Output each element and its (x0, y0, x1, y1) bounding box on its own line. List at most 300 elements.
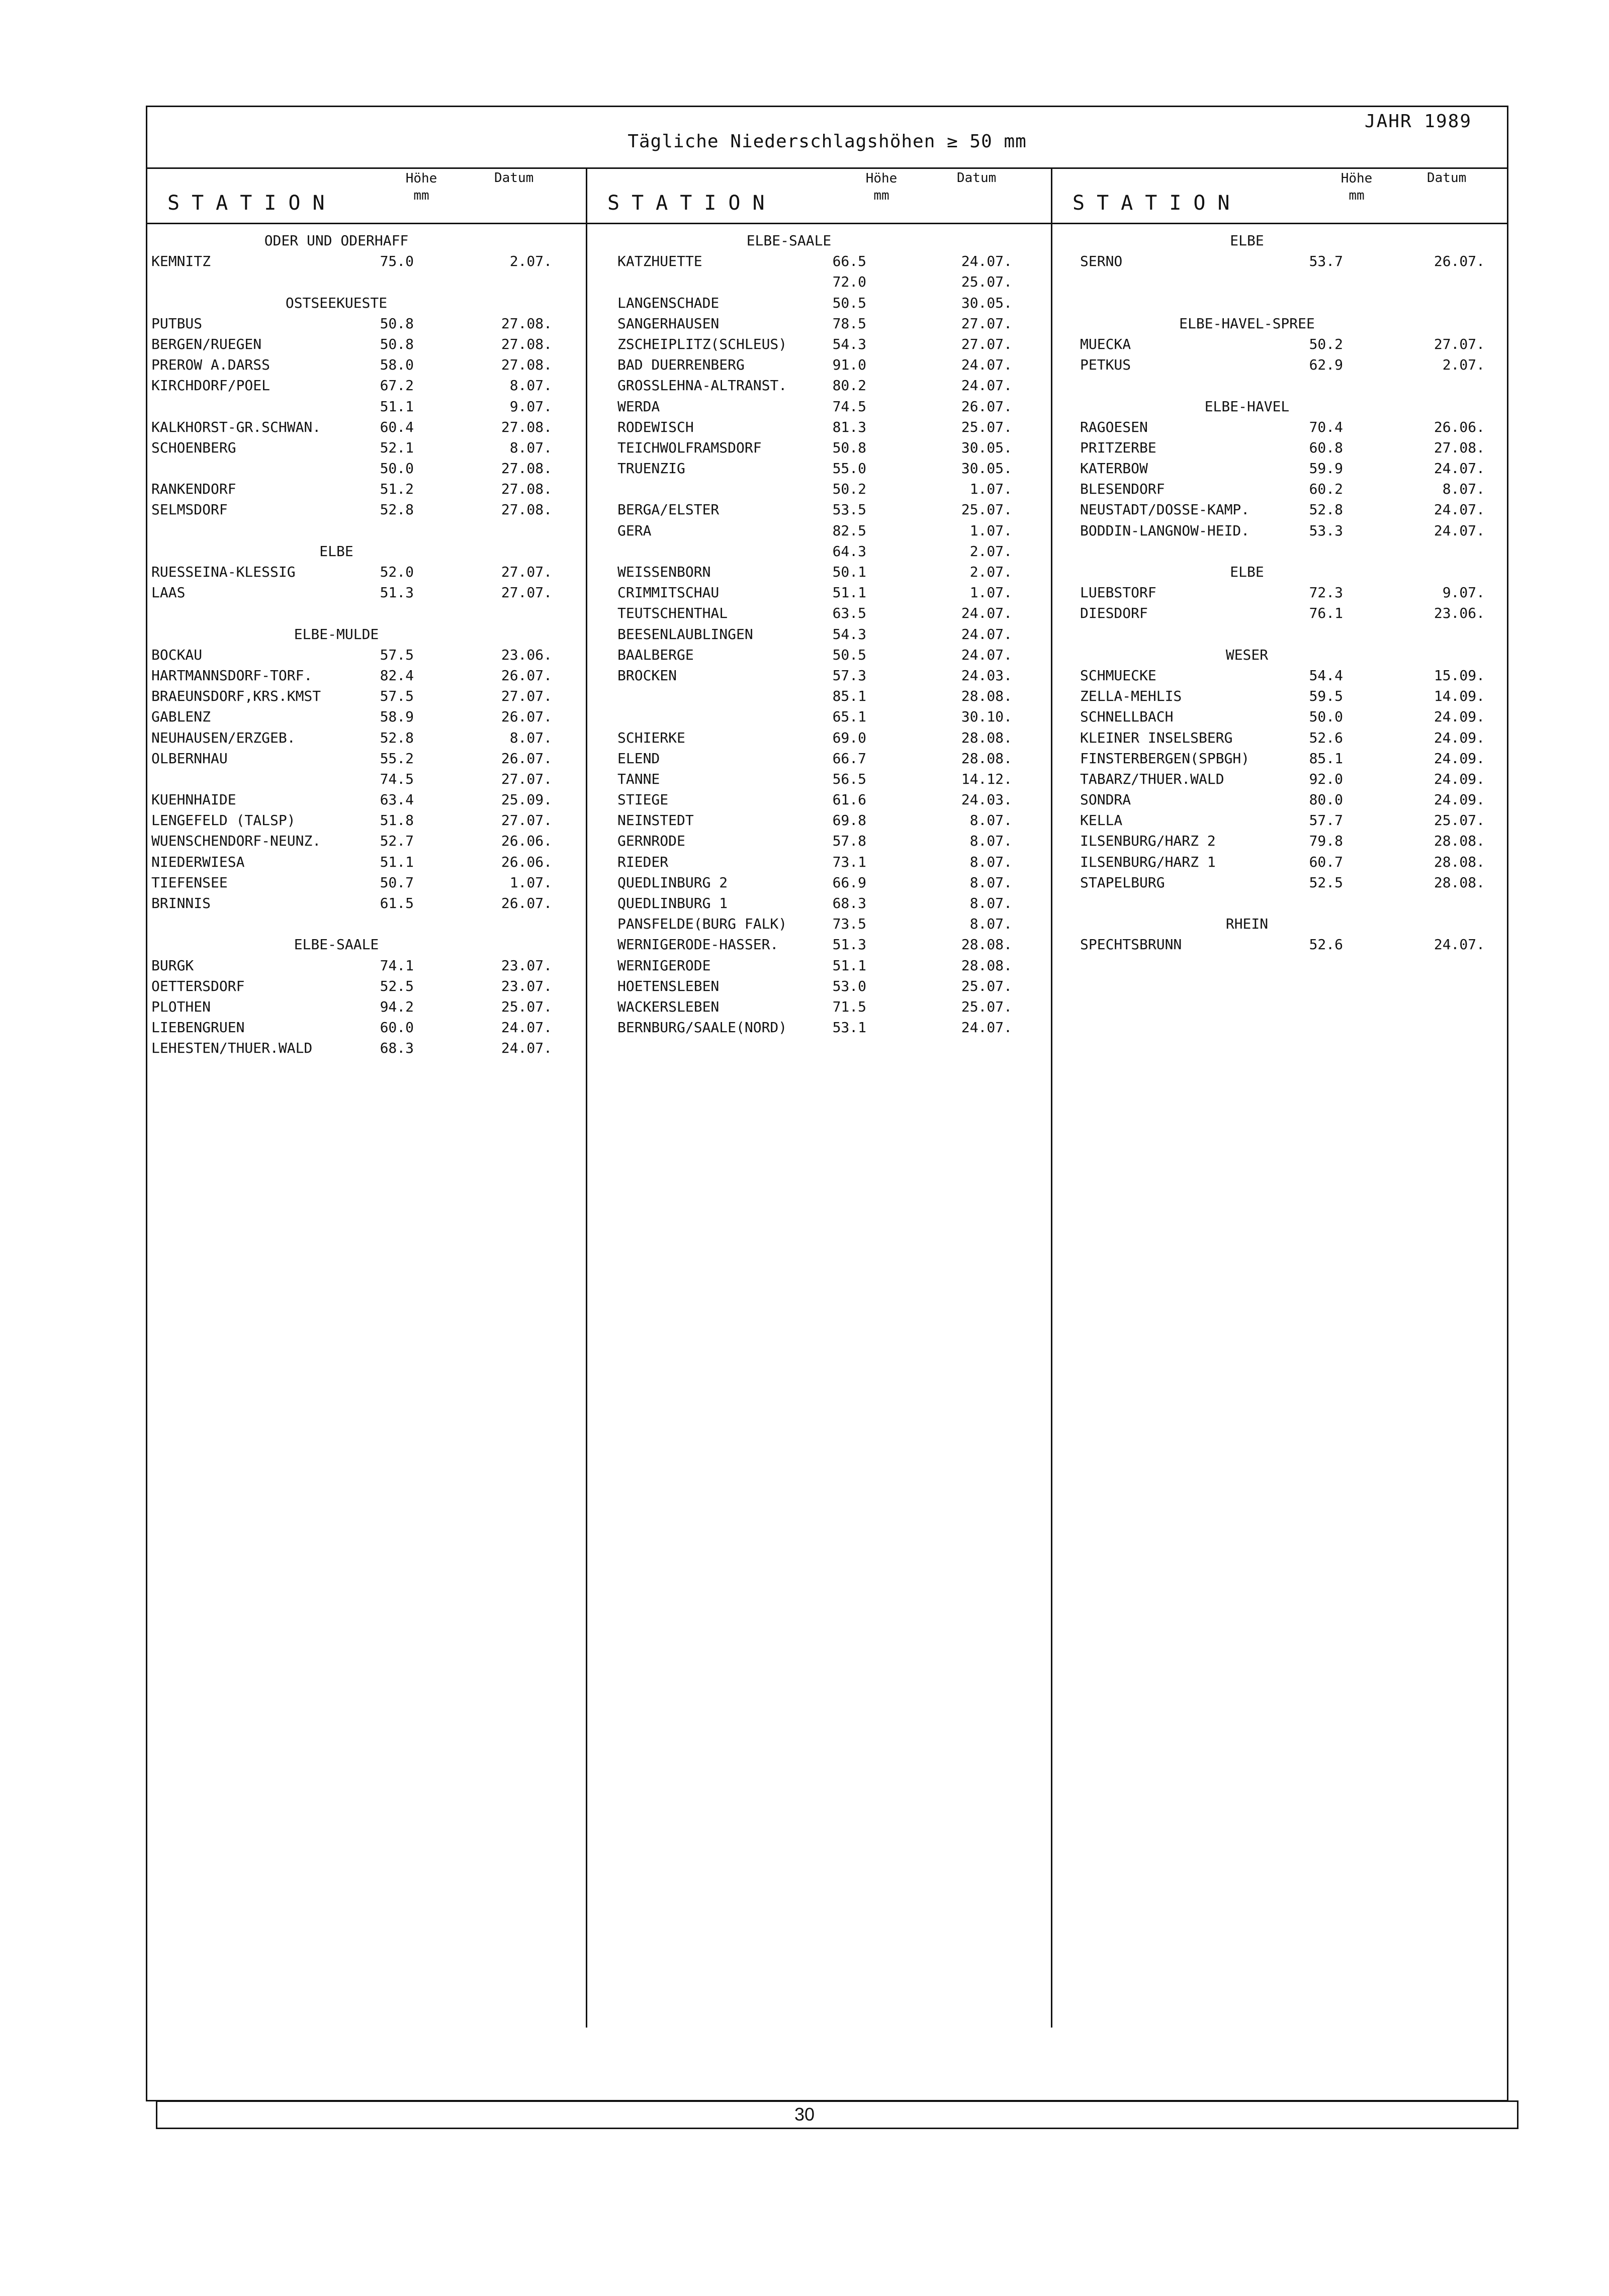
precip-date: 27.07. (501, 564, 552, 580)
hoehe-header: Höhe mm (1340, 171, 1373, 203)
precip-value: 52.8 (1309, 501, 1343, 518)
station-name: PUTBUS (151, 315, 203, 332)
table-row (147, 313, 586, 334)
precip-value: 53.5 (832, 501, 866, 518)
table-row (587, 458, 1051, 479)
station-name: BAALBERGE (617, 646, 694, 663)
station-name: ILSENBURG/HARZ 2 (1080, 833, 1216, 850)
precip-date: 28.08. (961, 750, 1012, 767)
hoehe-header: Höhe mm (865, 171, 898, 203)
precip-date: 2.07. (1442, 356, 1485, 374)
precip-date: 14.12. (961, 770, 1012, 787)
precip-date: 26.06. (501, 853, 552, 870)
table-row (147, 665, 586, 686)
region-label: ELBE (1230, 564, 1264, 580)
precip-value: 51.3 (380, 584, 414, 601)
station-name: LUEBSTORF (1080, 584, 1156, 601)
table-row (147, 810, 586, 831)
station-name: RANKENDORF (151, 481, 236, 498)
precip-date: 25.07. (961, 418, 1012, 435)
precip-date: 24.09. (1434, 750, 1485, 767)
precip-date: 28.08. (961, 688, 1012, 705)
spacer-row (1052, 375, 1507, 396)
precip-value: 74.1 (380, 957, 414, 974)
table-row (1052, 437, 1507, 458)
precip-date: 8.07. (969, 833, 1012, 850)
precip-date: 27.07. (961, 335, 1012, 352)
table-row (147, 562, 586, 582)
spacer-row (147, 271, 586, 292)
station-name: HOETENSLEBEN (617, 977, 720, 994)
precip-value: 58.0 (380, 356, 414, 374)
table-row (587, 541, 1051, 562)
table-row (1052, 499, 1507, 520)
precip-date: 28.08. (961, 729, 1012, 746)
station-name: QUEDLINBURG 2 (617, 874, 728, 891)
station-name: PREROW A.DARSS (151, 356, 271, 374)
region-label: ODER UND ODERHAFF (264, 232, 409, 249)
precip-value: 54.3 (832, 335, 866, 352)
region-row (1052, 396, 1507, 417)
table-row (587, 852, 1051, 872)
precip-value: 71.5 (832, 998, 866, 1015)
precip-date: 8.07. (1442, 481, 1485, 498)
station-name: NEUSTADT/DOSSE-KAMP. (1080, 501, 1250, 518)
precip-value: 78.5 (832, 315, 866, 332)
table-row (147, 417, 586, 437)
column-header (587, 167, 1051, 224)
table-row (1052, 706, 1507, 727)
precip-date: 24.09. (1434, 708, 1485, 725)
precip-value: 82.4 (380, 667, 414, 684)
region-row (1052, 562, 1507, 582)
precip-value: 52.5 (1309, 874, 1343, 891)
table-row (587, 686, 1051, 706)
table-row (147, 706, 586, 727)
table-row (587, 996, 1051, 1017)
spacer-row (147, 603, 586, 623)
table-row (587, 893, 1051, 913)
precip-value: 51.8 (380, 812, 414, 829)
table-row (587, 645, 1051, 665)
precip-date: 26.06. (501, 833, 552, 850)
table-row (147, 976, 586, 996)
station-name: KLEINER INSELSBERG (1080, 729, 1233, 746)
precip-value: 57.5 (380, 646, 414, 663)
precip-date: 28.08. (1434, 833, 1485, 850)
table-row (1052, 479, 1507, 499)
station-name: BERGA/ELSTER (617, 501, 720, 518)
precip-value: 73.5 (832, 915, 866, 933)
station-column-2 (587, 167, 1052, 2028)
year-label: JAHR 1989 (1364, 111, 1472, 132)
precip-value: 60.0 (380, 1019, 414, 1036)
precip-value: 51.2 (380, 481, 414, 498)
precip-date: 24.03. (961, 791, 1012, 808)
precip-date: 28.08. (961, 957, 1012, 974)
table-row (587, 396, 1051, 417)
precip-date: 30.05. (961, 460, 1012, 477)
table-row (1052, 748, 1507, 769)
table-row (147, 1038, 586, 1058)
precip-date: 1.07. (969, 584, 1012, 601)
station-name: BEESENLAUBLINGEN (617, 625, 753, 642)
precip-date: 25.07. (501, 998, 552, 1015)
precip-value: 63.4 (380, 791, 414, 808)
precip-value: 59.9 (1309, 460, 1343, 477)
table-row (147, 582, 586, 603)
precip-date: 9.07. (1442, 584, 1485, 601)
station-name: TIEFENSEE (151, 874, 228, 891)
region-row (147, 934, 586, 955)
station-name: GROSSLEHNA-ALTRANST. (617, 377, 787, 394)
region-label: OSTSEEKUESTE (285, 294, 388, 311)
precip-date: 27.07. (501, 770, 552, 787)
precip-date: 27.08. (501, 460, 552, 477)
precip-date: 26.07. (1434, 253, 1485, 270)
precip-date: 30.05. (961, 294, 1012, 311)
station-name: WERNIGERODE-HASSER. (617, 936, 779, 953)
table-row (587, 1017, 1051, 1038)
station-name: BLESENDORF (1080, 481, 1165, 498)
region-row (147, 230, 586, 251)
station-name: LAAS (151, 584, 186, 601)
precip-date: 9.07. (509, 398, 552, 415)
table-row (587, 810, 1051, 831)
precip-date: 25.07. (1434, 812, 1485, 829)
station-name: WUENSCHENDORF-NEUNZ. (151, 833, 321, 850)
region-label: ELBE-SAALE (746, 232, 832, 249)
station-name: TEICHWOLFRAMSDORF (617, 439, 762, 456)
hoehe-header: Höhe mm (405, 171, 437, 203)
spacer-row (147, 520, 586, 541)
spacer-row (1052, 893, 1507, 913)
table-row (1052, 251, 1507, 271)
precip-value: 62.9 (1309, 356, 1343, 374)
table-row (147, 251, 586, 271)
table-row (587, 603, 1051, 623)
datum-header: Datum (957, 170, 997, 186)
station-name: BERNBURG/SAALE(NORD) (617, 1019, 787, 1036)
station-name: SCHNELLBACH (1080, 708, 1174, 725)
precip-value: 79.8 (1309, 833, 1343, 850)
precip-date: 2.07. (509, 253, 552, 270)
station-name: SCHIERKE (617, 729, 685, 746)
datum-header: Datum (1427, 170, 1467, 186)
precip-value: 57.8 (832, 833, 866, 850)
region-label: ELBE (1230, 232, 1264, 249)
precip-date: 8.07. (509, 377, 552, 394)
precip-value: 50.0 (380, 460, 414, 477)
precip-date: 28.08. (1434, 853, 1485, 870)
precip-value: 91.0 (832, 356, 866, 374)
precip-value: 76.1 (1309, 605, 1343, 622)
station-name: KATERBOW (1080, 460, 1148, 477)
precip-date: 27.08. (501, 356, 552, 374)
table-row (587, 437, 1051, 458)
precip-value: 52.5 (380, 977, 414, 994)
table-row (147, 334, 586, 354)
precip-date: 8.07. (969, 915, 1012, 933)
precip-date: 27.08. (501, 335, 552, 352)
precip-value: 67.2 (380, 377, 414, 394)
table-row (587, 872, 1051, 893)
station-name: BOCKAU (151, 646, 203, 663)
table-row (1052, 934, 1507, 955)
station-name: WEISSENBORN (617, 564, 711, 580)
table-row (1052, 603, 1507, 623)
station-column-1 (147, 167, 587, 2028)
station-name: TANNE (617, 770, 660, 787)
table-row (587, 334, 1051, 354)
table-row (1052, 582, 1507, 603)
precip-value: 66.9 (832, 874, 866, 891)
table-row (1052, 831, 1507, 851)
region-row (587, 230, 1051, 251)
station-name: ELEND (617, 750, 660, 767)
precip-date: 1.07. (509, 874, 552, 891)
table-row (587, 831, 1051, 851)
table-row (147, 354, 586, 375)
precip-date: 23.06. (501, 646, 552, 663)
precip-date: 27.08. (1434, 439, 1485, 456)
table-row (587, 976, 1051, 996)
spacer-row (1052, 624, 1507, 645)
precip-date: 27.07. (501, 584, 552, 601)
precip-date: 24.07. (961, 1019, 1012, 1036)
region-label: WESER (1225, 646, 1269, 663)
precip-value: 73.1 (832, 853, 866, 870)
station-name: LEHESTEN/THUER.WALD (151, 1040, 313, 1057)
station-name: BODDIN-LANGNOW-HEID. (1080, 522, 1250, 539)
station-name: KIRCHDORF/POEL (151, 377, 271, 394)
rows-col2 (587, 230, 1051, 1038)
precip-value: 80.2 (832, 377, 866, 394)
precip-value: 68.3 (380, 1040, 414, 1057)
table-row (1052, 520, 1507, 541)
table-row (1052, 686, 1507, 706)
station-name: BAD DUERRENBERG (617, 356, 745, 374)
station-name: DIESDORF (1080, 605, 1148, 622)
station-name: ILSENBURG/HARZ 1 (1080, 853, 1216, 870)
precip-value: 53.7 (1309, 253, 1343, 270)
precip-date: 14.09. (1434, 688, 1485, 705)
table-row (147, 748, 586, 769)
precip-value: 60.2 (1309, 481, 1343, 498)
table-row (147, 1017, 586, 1038)
station-name: MUECKA (1080, 335, 1131, 352)
station-name: RAGOESEN (1080, 418, 1148, 435)
region-row (1052, 313, 1507, 334)
precip-date: 30.05. (961, 439, 1012, 456)
precip-value: 53.1 (832, 1019, 866, 1036)
title-band (147, 107, 1507, 169)
precip-value: 61.5 (380, 895, 414, 911)
table-row (147, 727, 586, 748)
table-row (147, 437, 586, 458)
station-header: STATION (167, 192, 337, 215)
precip-value: 55.0 (832, 460, 866, 477)
precip-value: 50.7 (380, 874, 414, 891)
precip-date: 8.07. (509, 729, 552, 746)
precip-date: 15.09. (1434, 667, 1485, 684)
precip-date: 24.07. (961, 605, 1012, 622)
table-row (587, 913, 1051, 934)
precip-value: 68.3 (832, 895, 866, 911)
station-name: KALKHORST-GR.SCHWAN. (151, 418, 321, 435)
precip-date: 27.08. (501, 418, 552, 435)
table-row (1052, 769, 1507, 789)
precip-value: 57.7 (1309, 812, 1343, 829)
station-name: OETTERSDORF (151, 977, 245, 994)
precip-value: 52.0 (380, 564, 414, 580)
spacer-row (147, 913, 586, 934)
station-header: STATION (607, 192, 777, 215)
precip-date: 28.08. (1434, 874, 1485, 891)
station-name: TEUTSCHENTHAL (617, 605, 728, 622)
precip-value: 69.0 (832, 729, 866, 746)
precip-value: 85.1 (832, 688, 866, 705)
table-row (1052, 852, 1507, 872)
table-row (587, 313, 1051, 334)
region-label: ELBE-HAVEL (1204, 398, 1290, 415)
precip-date: 24.09. (1434, 770, 1485, 787)
precip-date: 24.07. (961, 625, 1012, 642)
table-row (587, 293, 1051, 313)
precip-value: 57.5 (380, 688, 414, 705)
precip-date: 24.07. (1434, 936, 1485, 953)
station-name: PETKUS (1080, 356, 1131, 374)
precip-date: 8.07. (969, 853, 1012, 870)
station-header: STATION (1072, 192, 1242, 215)
precip-date: 25.07. (961, 977, 1012, 994)
station-name: SCHOENBERG (151, 439, 236, 456)
spacer-row (1052, 541, 1507, 562)
precip-date: 26.07. (501, 895, 552, 911)
precip-date: 27.07. (501, 812, 552, 829)
table-row (1052, 458, 1507, 479)
table-row (587, 417, 1051, 437)
datum-header: Datum (494, 170, 534, 186)
station-name: BURGK (151, 957, 194, 974)
precip-date: 25.07. (961, 501, 1012, 518)
region-label: ELBE-MULDE (294, 625, 379, 642)
precip-value: 51.1 (380, 853, 414, 870)
table-row (587, 562, 1051, 582)
precip-value: 66.7 (832, 750, 866, 767)
precip-value: 82.5 (832, 522, 866, 539)
table-row (587, 354, 1051, 375)
column-header (147, 167, 586, 224)
table-row (147, 831, 586, 851)
station-name: KEMNITZ (151, 253, 211, 270)
table-row (147, 645, 586, 665)
station-name: CRIMMITSCHAU (617, 584, 720, 601)
station-name: QUEDLINBURG 1 (617, 895, 728, 911)
table-row (1052, 334, 1507, 354)
precip-date: 24.07. (961, 377, 1012, 394)
precip-date: 24.07. (1434, 501, 1485, 518)
station-name: BROCKEN (617, 667, 677, 684)
precip-value: 58.9 (380, 708, 414, 725)
precip-date: 24.07. (961, 646, 1012, 663)
precip-date: 23.07. (501, 957, 552, 974)
precip-value: 50.8 (380, 335, 414, 352)
station-name: BRINNIS (151, 895, 211, 911)
precip-date: 23.06. (1434, 605, 1485, 622)
precip-value: 50.0 (1309, 708, 1343, 725)
station-name: NEINSTEDT (617, 812, 694, 829)
table-row (1052, 665, 1507, 686)
precip-value: 52.8 (380, 501, 414, 518)
region-label: RHEIN (1225, 915, 1269, 933)
precip-date: 8.07. (969, 895, 1012, 911)
table-row (147, 499, 586, 520)
station-name: HARTMANNSDORF-TORF. (151, 667, 313, 684)
precip-value: 92.0 (1309, 770, 1343, 787)
station-name: LIEBENGRUEN (151, 1019, 245, 1036)
region-label: ELBE-SAALE (294, 936, 379, 953)
precip-value: 94.2 (380, 998, 414, 1015)
precip-date: 24.07. (501, 1040, 552, 1057)
table-row (1052, 354, 1507, 375)
table-row (587, 375, 1051, 396)
precip-value: 59.5 (1309, 688, 1343, 705)
precip-value: 70.4 (1309, 418, 1343, 435)
precip-date: 30.10. (961, 708, 1012, 725)
station-column-3 (1052, 167, 1507, 2028)
rows-col1 (147, 230, 586, 1059)
station-name: LENGEFELD (TALSP) (151, 812, 296, 829)
table-row (147, 996, 586, 1017)
precip-value: 61.6 (832, 791, 866, 808)
table-row (147, 769, 586, 789)
region-row (147, 293, 586, 313)
precip-value: 69.8 (832, 812, 866, 829)
station-name: SELMSDORF (151, 501, 228, 518)
table-row (1052, 789, 1507, 810)
station-name: WACKERSLEBEN (617, 998, 720, 1015)
precip-value: 52.6 (1309, 729, 1343, 746)
precip-date: 26.07. (961, 398, 1012, 415)
station-name: FINSTERBERGEN(SPBGH) (1080, 750, 1250, 767)
table-row (147, 479, 586, 499)
precip-value: 51.3 (832, 936, 866, 953)
precip-date: 24.09. (1434, 729, 1485, 746)
precip-date: 26.07. (501, 708, 552, 725)
precip-value: 50.8 (832, 439, 866, 456)
precip-date: 26.06. (1434, 418, 1485, 435)
table-row (587, 624, 1051, 645)
table-frame (146, 106, 1508, 2101)
station-name: STAPELBURG (1080, 874, 1165, 891)
precip-date: 2.07. (969, 564, 1012, 580)
station-name: ZELLA-MEHLIS (1080, 688, 1182, 705)
table-row (1052, 417, 1507, 437)
precip-value: 50.8 (380, 315, 414, 332)
precip-value: 52.7 (380, 833, 414, 850)
precip-value: 53.3 (1309, 522, 1343, 539)
region-label: ELBE (319, 542, 353, 560)
station-name: GABLENZ (151, 708, 211, 725)
precip-date: 24.07. (1434, 460, 1485, 477)
station-name: LANGENSCHADE (617, 294, 720, 311)
station-name: RIEDER (617, 853, 669, 870)
station-name: SONDRA (1080, 791, 1131, 808)
table-row (587, 479, 1051, 499)
precip-value: 53.0 (832, 977, 866, 994)
table-row (587, 271, 1051, 292)
